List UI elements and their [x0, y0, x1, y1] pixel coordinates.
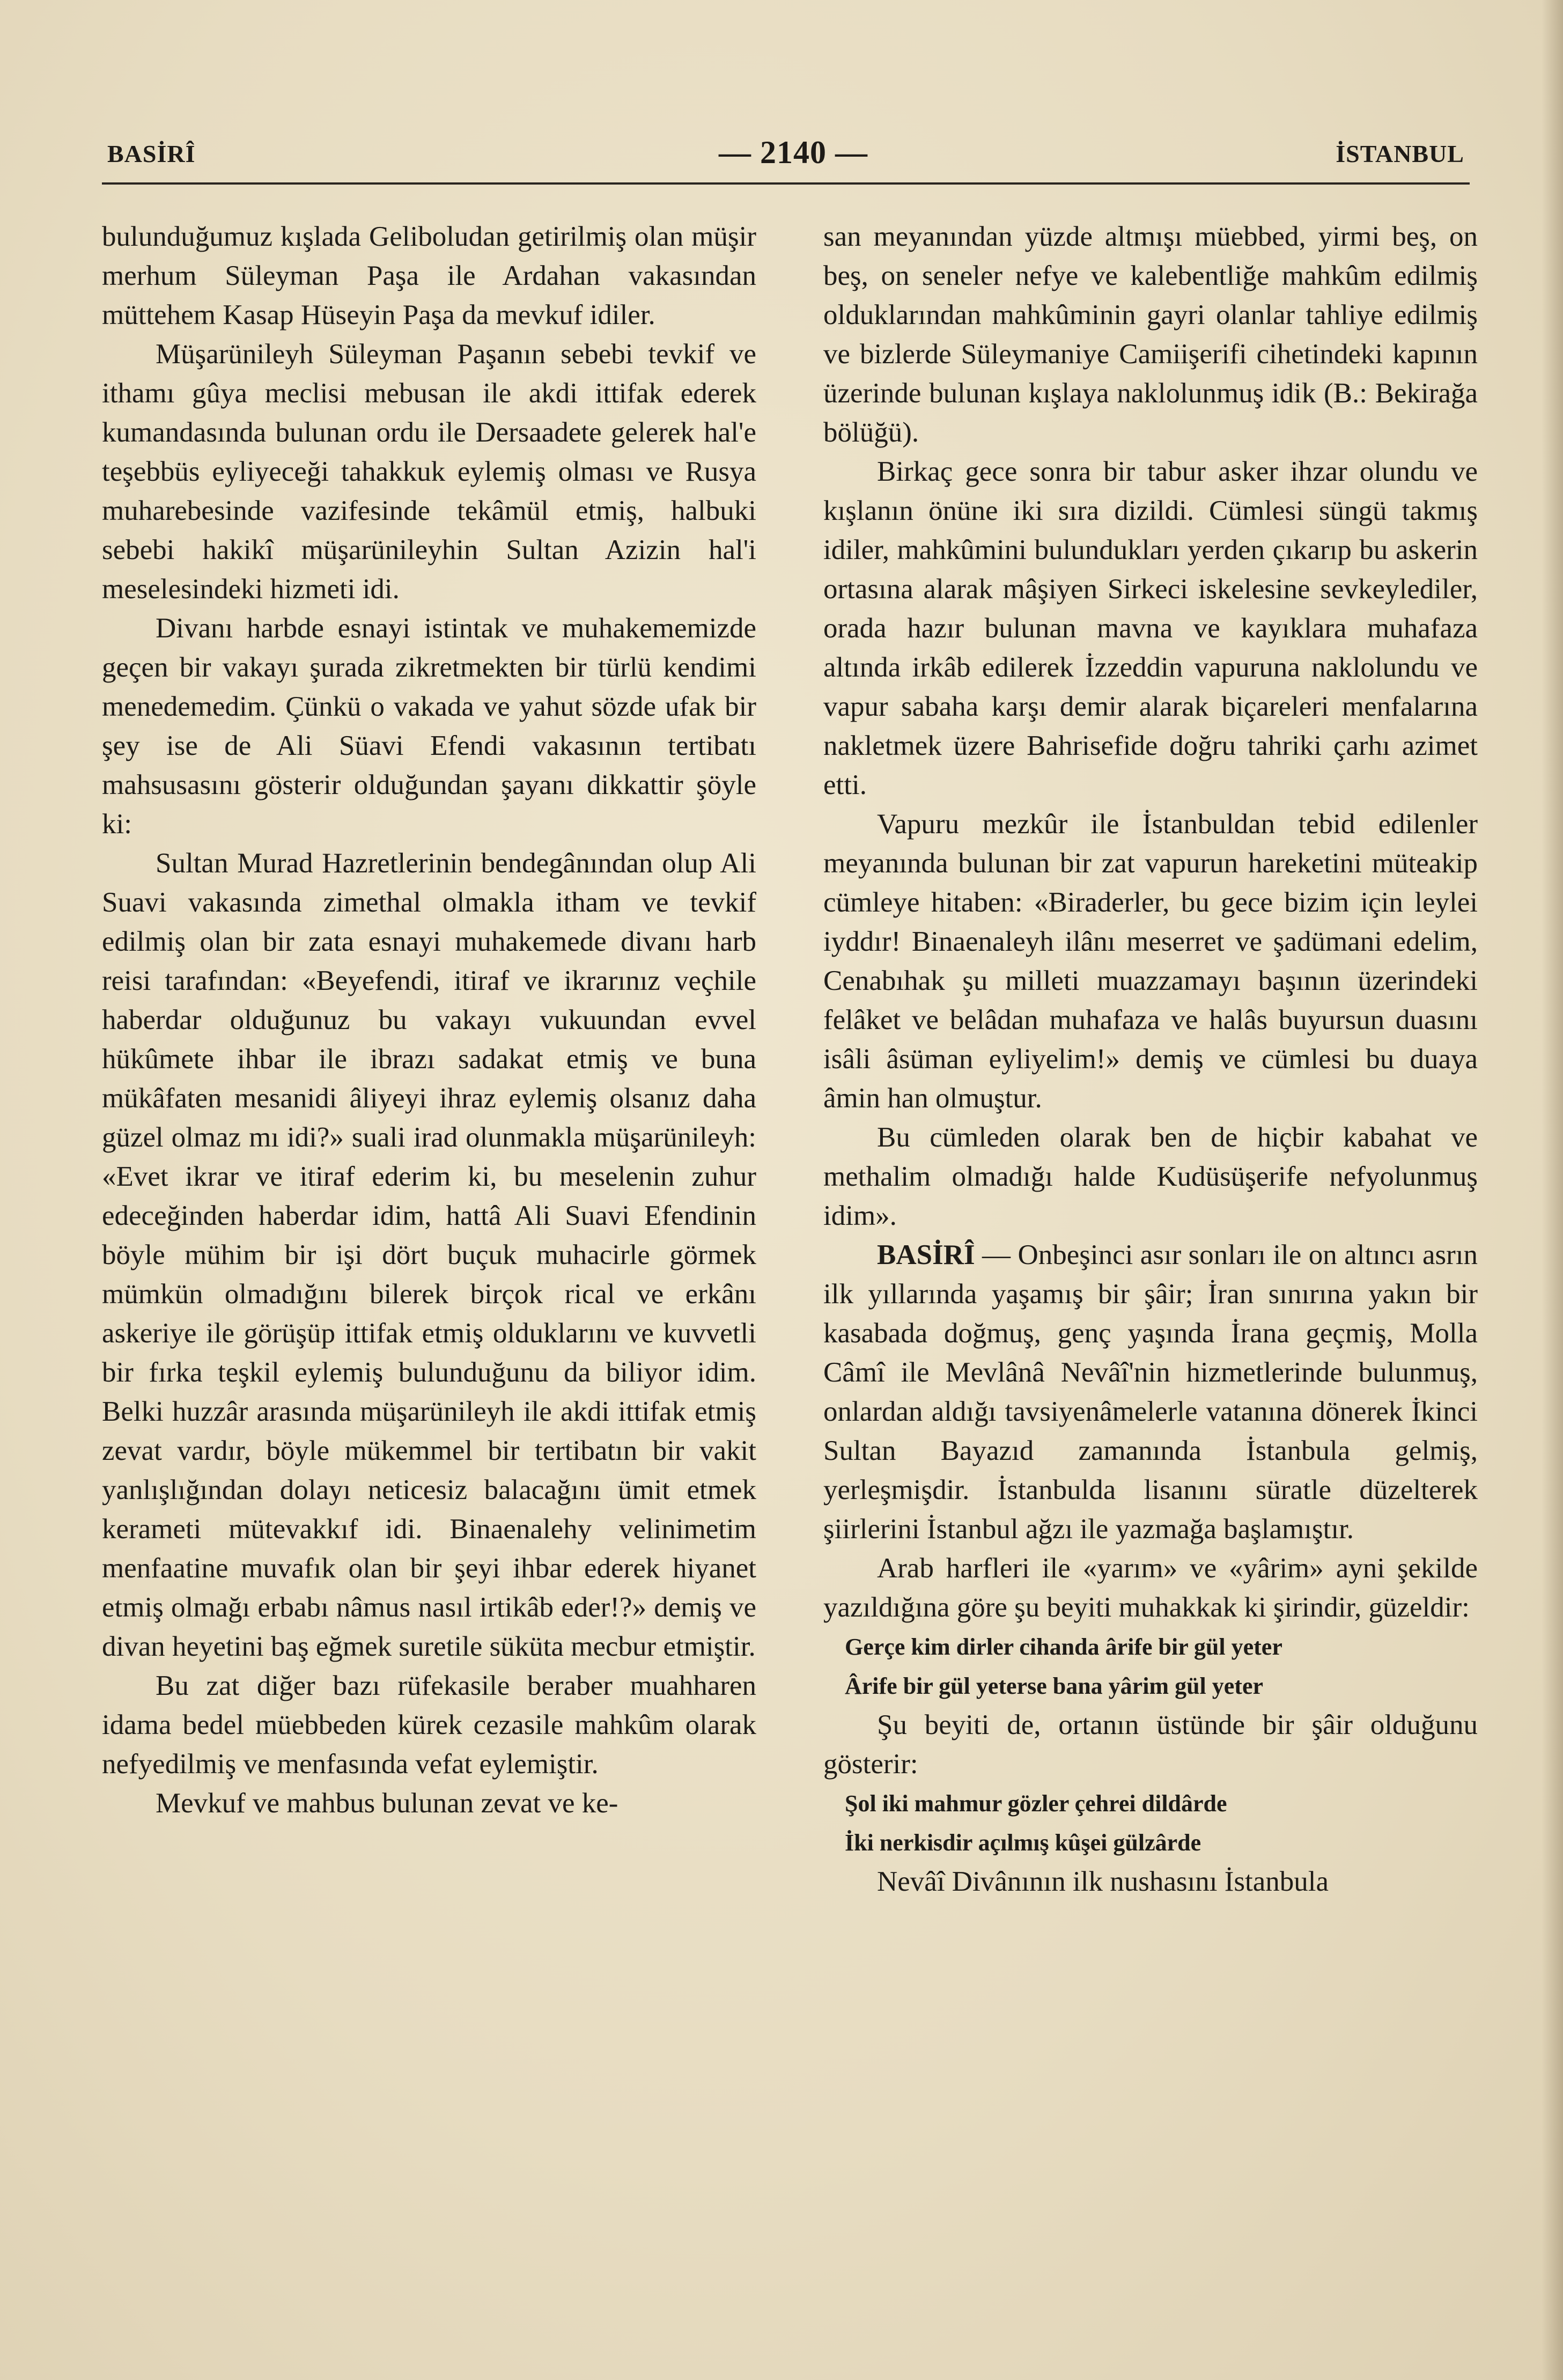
verse-line: Gerçe kim dirler cihanda ârife bir gül yeter [845, 1634, 1282, 1660]
entry-headword: BASİRÎ [877, 1239, 975, 1270]
verse-line: Ârife bir gül yeterse bana yârim gül yeter [845, 1673, 1264, 1699]
left-column [102, 217, 756, 1823]
header-rule [102, 182, 1470, 185]
entry-body: — Onbeşinci asır sonları ile on altıncı asrın ilk yıllarında yaşamış bir şâir; İran sınırına yakın bir kasabada doğmuş, genç yaşında İrana geçmiş, Molla Câmî ile Mevlânâ Nevâî'nin hizmetlerinde bulunmuş, onlardan aldığı tavsiyenâmelerle vatanına dönerek İkinci Sultan Bayazıd zamanında İstanbula gelmiş, yerleşmişdir. İstanbulda lisanını süratle düzelterek şiirlerini İstanbul ağzı ile yazmağa başlamıştır. [823, 1239, 1478, 1545]
left-paragraph: Bu zat diğer bazı rüfekasile beraber muahharen idama bedel müebbeden kürek cezasile mahkûm olarak nefyedilmiş ve menfasında vefat eylemiştir. [102, 1670, 756, 1780]
entry-basiri [823, 1236, 1478, 1549]
left-paragraph: Sultan Murad Hazretlerinin bendegânından olup Ali Suavi vakasında zimethal olmakla itham ve tevkif edilmiş olan bir zata esnayi muhakemede divanı harb reisi tarafından: «Beyefendi, itiraf ve ikrarınız veçhile haberdar olduğunuz bu vakayı vukuundan evvel hükûmete ihbar ile ibrazı sadakat etmiş ve buna mükâfaten mesanidi âliyeyi ihraz eylemiş olsanız daha güzel olmaz mı idi?» suali irad olunmakla müşarünileyh: «Evet ikrar ve itiraf ederim ki, bu meselenin zuhur edeceğinden haberdar idim, hattâ Ali Suavi Efendinin böyle mühim bir işi dört buçuk muhacirle görmek mümkün olmadığını bilerek birçok rical ve erkânı askeriye ile görüşüp ittifak etmiş olduklarını ve kuvvetli bir fırka teşkil eylemiş bulunduğunu da biliyor idim. Belki huzzâr arasında müşarünileyh ile akdi ittifak etmiş zevat vardır, böyle mükemmel bir tertibatın bir vakit yanlışlığından dolayı neticesiz balacağını ümit etmek kerameti mütevakkıf idi. Binaenalehy velinimetim menfaatine muvafık olan bir şeyi ihbar ederek hiyanet etmiş olmağı erbabı nâmus nasıl irtikâb eder!?» demiş ve divan heyetini baş eğmek suretile süküta mecbur etmiştir. [102, 848, 756, 1662]
right-paragraph: san meyanından yüzde altmışı müebbed, yirmi beş, on beş, on seneler nefye ve kalebentliğe mahkûm edilmiş olduklarından mahkûminin gayri olanlar tahliye edilmiş ve bizlerde Süleymaniye Camiişerifi cihetindeki kapının üzerinde bulunan kışlaya naklolunmuş idik (B.: Bekirağa bölüğü). [823, 221, 1478, 448]
right-paragraph: Arab harfleri ile «yarım» ve «yârim» ayni şekilde yazıldığına göre şu beyiti muhakkak ki şirindir, güzeldir: [823, 1553, 1478, 1623]
left-paragraph: Müşarünileyh Süleyman Paşanın sebebi tevkif ve ithamı gûya meclisi mebusan ile akdi ittifak ederek kumandasında bulunan ordu ile Dersaadete gelerek hal'e teşebbüs eyliyeceği tahakkuk eylemiş olması ve Rusya muharebesinde vazifesinde tekâmül etmiş, halbuki sebebi hakikî müşarünileyhin Sultan Azizin hal'i meselesindeki hizmeti idi. [102, 339, 756, 605]
right-column [823, 217, 1478, 1901]
right-paragraph: Birkaç gece sonra bir tabur asker ihzar olundu ve kışlanın önüne iki sıra dizildi. Cümlesi süngü takmış idiler, mahkûmini bulundukları yerden çıkarıp bu askerin ortasına alarak mâşiyen Sirkeci iskelesine sevkeylediler, orada hazır bulunan mavna ve kayıklara muhafaza altında irkâb edilerek İzzeddin vapuruna naklolundu ve vapur sabaha karşı demir alarak biçareleri menfalarına nakletmek üzere Bahrisefide doğru tahriki çarhı azimet etti. [823, 456, 1478, 800]
page-edge-shadow [1542, 0, 1563, 2380]
left-paragraph: Divanı harbde esnayi istintak ve muhakememizde geçen bir vakayı şurada zikretmekten bir türlü kendimi menedemedim. Çünkü o vakada ve yahut sözde ufak bir şey ise de Ali Süavi Efendi vakasının tertibatı mahsusasını gösterir olduğundan şayanı dikkattir şöyle ki: [102, 613, 756, 840]
header-publication: İSTANBUL [1336, 140, 1464, 167]
left-paragraph: Mevkuf ve mahbus bulunan zevat ve ke- [156, 1788, 618, 1819]
verse-line: İki nerkisdir açılmış kûşei gülzârde [845, 1830, 1201, 1856]
right-paragraph: Bu cümleden olarak ben de hiçbir kabahat ve methalim olmadığı halde Kudüsüşerife nefyolunmuş idim». [823, 1122, 1478, 1231]
right-paragraph: Vapuru mezkûr ile İstanbuldan tebid edilenler meyanında bulunan bir zat vapurun hareketini müteakip cümleye hitaben: «Biraderler, bu gece bizim için leylei iyddır! Binaenaleyh ilânı meserret ve şadümani edelim, Cenabıhak şu milleti muazzamayı başının üzerindeki felâket ve belâdan muhafaza ve halâs buyursun duasını isâli âsüman eyliyelim!» demiş ve cümlesi bu duaya âmin han olmuştur. [823, 809, 1478, 1114]
verse-line: Şol iki mahmur gözler çehrei dildârde [845, 1790, 1227, 1817]
right-paragraph: Nevâî Divânının ilk nushasını İstanbula [877, 1866, 1329, 1897]
right-paragraph: Şu beyiti de, ortanın üstünde bir şâir olduğunu gösterir: [823, 1709, 1478, 1780]
running-header [102, 134, 1470, 182]
header-entry-name: BASİRÎ [107, 140, 196, 167]
left-paragraph: bulunduğumuz kışlada Geliboludan getirilmiş olan müşir merhum Süleyman Paşa ile Ardahan vakasından müttehem Kasap Hüseyin Paşa da mevkuf idiler. [102, 221, 756, 330]
page-number: — 2140 — [719, 135, 868, 170]
